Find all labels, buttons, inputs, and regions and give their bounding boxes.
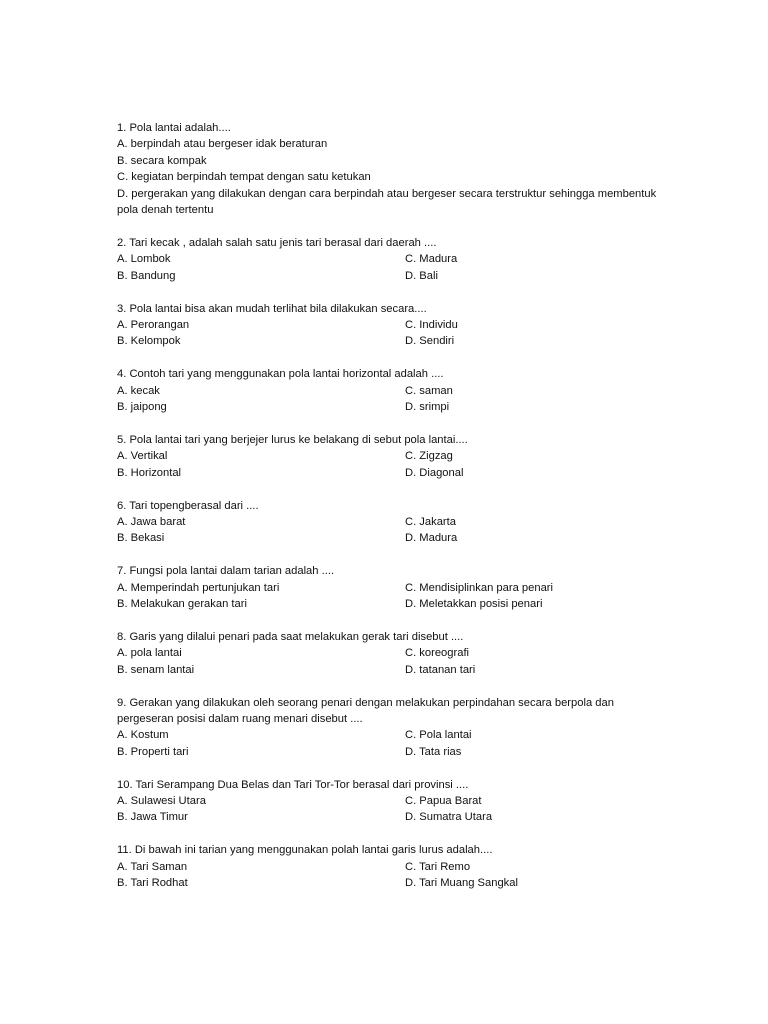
option-d: D. Madura [405,532,458,545]
question-stem: 10. Tari Serampang Dua Belas dan Tari Tor-Tor berasal dari provinsi .... [117,778,469,791]
option-a: A. pola lantai [117,647,182,660]
option-a: A. Tari Saman [117,860,188,873]
option-a: A. Lombok [117,253,171,266]
option-d: D. Meletakkan posisi penari [405,598,543,611]
option-c: C. Jakarta [405,515,456,528]
question-8 [117,629,657,678]
question-stem: 7. Fungsi pola lantai dalam tarian adalah .... [117,565,335,578]
question-1 [117,120,657,218]
option-d: D. Bali [405,269,438,282]
option-c: C. Tari Remo [405,860,471,873]
option-b: B. Bekasi [117,532,165,545]
option-c: C. kegiatan berpindah tempat dengan satu ketukan [117,171,371,184]
question-3 [117,301,657,350]
option-c: C. Pola lantai [405,729,472,742]
option-c: C. koreografi [405,647,470,660]
option-b: B. secara kompak [117,154,207,167]
option-d: D. Diagonal [405,466,464,479]
option-b: B. senam lantai [117,663,195,676]
option-d: D. Tata rias [405,745,462,758]
question-stem: 8. Garis yang dilalui penari pada saat melakukan gerak tari disebut .... [117,630,464,643]
option-a: A. Jawa barat [117,515,186,528]
question-9 [117,695,657,761]
option-c: C. Papua Barat [405,795,482,808]
option-a: A. Sulawesi Utara [117,795,206,808]
option-a: A. Perorangan [117,318,190,331]
option-d: D. pergerakan yang dilakukan dengan cara berpindah atau bergeser secara terstruktur sehingga membentuk pola denah tertentu [117,187,657,216]
question-stem: 2. Tari kecak , adalah salah satu jenis tari berasal dari daerah .... [117,236,437,249]
question-stem: 4. Contoh tari yang menggunakan pola lantai horizontal adalah .... [117,368,444,381]
question-5 [117,432,657,481]
option-b: B. Kelompok [117,335,181,348]
question-stem: 1. Pola lantai adalah.... [117,122,231,134]
option-b: B. Jawa Timur [117,811,188,824]
option-c: C. Individu [405,318,458,331]
question-stem: 5. Pola lantai tari yang berjejer lurus ke belakang di sebut pola lantai.... [117,433,468,446]
question-sheet [117,120,657,908]
option-c: C. Madura [405,253,458,266]
option-a: A. Memperindah pertunjukan tari [117,581,280,594]
option-d: D. Tari Muang Sangkal [405,877,518,890]
option-b: B. Properti tari [117,745,189,758]
question-stem: 11. Di bawah ini tarian yang menggunakan polah lantai garis lurus adalah.... [117,844,493,857]
question-2 [117,235,657,284]
option-b: B. Tari Rodhat [117,877,188,890]
question-6 [117,498,657,547]
question-stem: 9. Gerakan yang dilakukan oleh seorang penari dengan melakukan perpindahan secara berpola dan pergeseran posisi dalam ruang menari disebut .... [117,696,614,725]
option-d: D. Sumatra Utara [405,811,493,824]
option-b: B. Melakukan gerakan tari [117,598,247,611]
option-c: C. saman [405,384,453,397]
option-a: A. berpindah atau bergeser idak beraturan [117,138,328,151]
question-11 [117,842,657,891]
option-d: D. Sendiri [405,335,455,348]
question-4 [117,366,657,415]
question-7 [117,563,657,612]
option-a: A. Vertikal [117,450,168,463]
option-a: A. Kostum [117,729,169,742]
option-b: B. jaipong [117,401,167,413]
option-b: B. Bandung [117,269,176,282]
option-d: D. srimpi [405,401,450,413]
option-d: D. tatanan tari [405,663,476,676]
option-c: C. Zigzag [405,450,453,463]
option-b: B. Horizontal [117,466,182,479]
option-a: A. kecak [117,384,160,397]
question-10 [117,777,657,826]
question-stem: 3. Pola lantai bisa akan mudah terlihat bila dilakukan secara.... [117,302,427,315]
question-stem: 6. Tari topengberasal dari .... [117,499,259,512]
option-c: C. Mendisiplinkan para penari [405,581,554,594]
